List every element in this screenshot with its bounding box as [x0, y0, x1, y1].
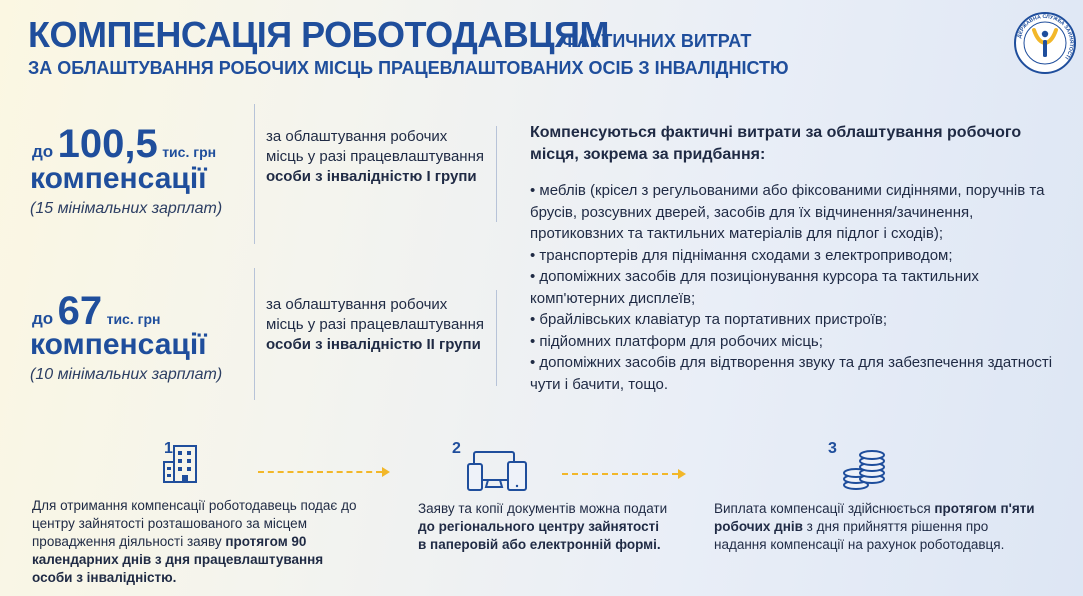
step-number-3: 3 [828, 440, 837, 457]
page-title: КОМПЕНСАЦІЯ РОБОТОДАВЦЯМ [28, 14, 609, 55]
arrow-right-icon [382, 467, 390, 477]
arrow-line [562, 473, 678, 475]
building-icon [162, 444, 202, 484]
list-item: • брайлівських клавіатур та портативних пристроїв; [530, 311, 888, 328]
amount-prefix: до [32, 142, 54, 161]
list-item: • меблів (крісел з регульованими або фіксованими сидіннями, поручнів та брусів, розсувних дверей, засобів для їх відчинення/зачинення, протиковзних та тактильних матеріалів для підлог і сходів); [530, 182, 1045, 242]
step-text-2 [418, 500, 668, 554]
amount-prefix: до [32, 309, 54, 328]
divider [254, 104, 255, 244]
step-text-1 [32, 497, 362, 587]
arrow-right-icon [678, 469, 686, 479]
step-text-tail: з дня прийняття рішення про надання компенсації на рахунок роботодавця. [714, 519, 1005, 552]
amount-value: 67 [57, 289, 103, 333]
compensation-label-1: компенсації [30, 162, 207, 195]
step-bold: до регіонального центру зайнятості в паперовій або електронній формі. [418, 519, 661, 552]
compensation-label-2: компенсації [30, 328, 207, 361]
step-number-1: 1 [164, 440, 173, 457]
desc-bold: особи з інвалідністю ІІ групи [266, 336, 481, 353]
amount-value: 100,5 [57, 122, 158, 166]
page-subtitle: ЗА ОБЛАШТУВАННЯ РОБОЧИХ МІСЦЬ ПРАЦЕВЛАШТОВАНИХ ОСІБ З ІНВАЛІДНІСТЮ [28, 58, 789, 78]
page-title-tail: ФАКТИЧНИХ ВИТРАТ [562, 31, 752, 51]
step-text: Заяву та копії документів можна подати [418, 501, 668, 516]
employment-service-logo [1014, 12, 1076, 74]
list-item: • підйомних платформ для робочих місць; [530, 332, 823, 350]
step-bold: протягом п'яти робочих днів [714, 501, 1035, 534]
divider [496, 126, 497, 222]
step-text: Для отримання компенсації роботодавець подає до центру зайнятості розташованого за місцем провадження діяльності заяву [32, 498, 357, 549]
desc-text: за облаштування робочих місць у разі працевлаштування [266, 128, 484, 165]
step-text: Виплата компенсації здійснюється [714, 501, 935, 516]
compensation-note-2: (10 мінімальних зарплат) [30, 366, 223, 383]
divider [254, 268, 255, 400]
amount-unit: тис. грн [162, 144, 217, 160]
amount-unit: тис. грн [106, 311, 161, 327]
divider [496, 290, 497, 386]
step-number-2: 2 [452, 440, 461, 457]
desc-text: за облаштування робочих місць у разі працевлаштування [266, 296, 484, 333]
expense-list [530, 180, 1070, 395]
arrow-line [258, 471, 382, 473]
devices-icon [466, 450, 528, 492]
step-text-3 [714, 500, 1044, 554]
compensation-desc-1 [266, 127, 488, 187]
desc-bold: особи з інвалідністю І групи [266, 168, 477, 185]
compensation-desc-2 [266, 295, 488, 355]
list-item: • допоміжних засобів для відтворення звуку та для забезпечення здатності чути і бачити, тощо. [530, 354, 1053, 393]
list-item: • транспортерів для піднімання сходами з електроприводом; [530, 246, 953, 264]
step-bold: протягом 90 календарних днів з дня працевлаштування особи з інвалідністю. [32, 534, 324, 585]
compensation-amount-1 [32, 122, 216, 167]
list-title: Компенсуються фактичні витрати за облаштування робочого місця, зокрема за придбання: [530, 124, 1022, 163]
compensation-note-1: (15 мінімальних зарплат) [30, 200, 223, 217]
svg-text:ДЕРЖАВНА СЛУЖБА ЗАЙНЯТОСТІ: ДЕРЖАВНА СЛУЖБА ЗАЙНЯТОСТІ [1016, 13, 1075, 61]
coins-icon [842, 446, 890, 492]
emblem-icon [1014, 12, 1076, 74]
list-item: • допоміжних засобів для позиціонування курсора та тактильних комп'ютерних дисплеїв; [530, 268, 979, 307]
